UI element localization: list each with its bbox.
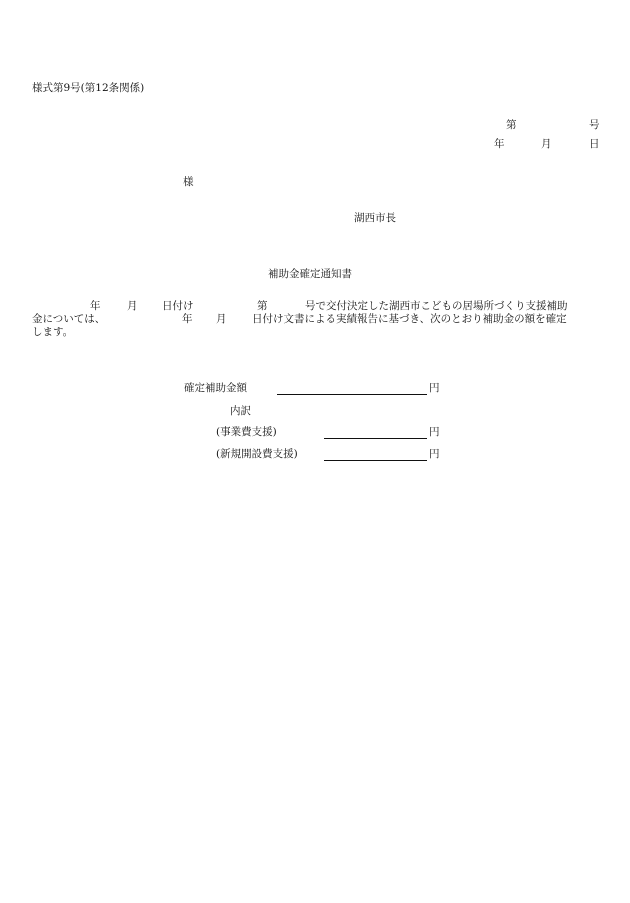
total-amount-line	[277, 394, 427, 395]
doc-number-suffix: 号	[589, 119, 600, 131]
breakdown-label: 内訳	[230, 405, 251, 417]
body-line2-year: 年	[182, 313, 193, 325]
body-line-1	[32, 300, 598, 313]
document-title: 補助金確定通知書	[268, 268, 352, 280]
project-support-line	[324, 438, 427, 439]
addressee-suffix: 様	[183, 176, 194, 188]
body-line2-start: 金については、	[32, 313, 106, 325]
date-month: 月	[541, 138, 552, 150]
project-support-label: (事業費支援)	[216, 426, 277, 438]
body-line-2	[32, 313, 598, 326]
body-line1-rest: 号で交付決定した湖西市こどもの居場所づくり支援補助	[305, 300, 568, 312]
body-line1-number-prefix: 第	[257, 300, 268, 312]
body-line1-dated: 日付け	[162, 300, 194, 312]
total-amount-label: 確定補助金額	[184, 382, 247, 394]
body-line2-month: 月	[216, 313, 227, 325]
new-establishment-label: (新規開設費支援)	[216, 448, 298, 460]
body-line-3	[32, 326, 598, 339]
body-line1-year: 年	[90, 300, 101, 312]
body-paragraph	[32, 300, 598, 339]
total-amount-currency: 円	[429, 382, 440, 394]
date-day: 日	[589, 138, 600, 150]
doc-number-prefix: 第	[506, 119, 517, 131]
project-support-currency: 円	[429, 426, 440, 438]
new-establishment-line	[324, 460, 427, 461]
issuer: 湖西市長	[354, 212, 396, 224]
form-label: 様式第9号(第12条関係)	[32, 82, 145, 94]
body-line3-text: します。	[32, 326, 74, 338]
date-year: 年	[494, 138, 505, 150]
body-line1-month: 月	[127, 300, 138, 312]
body-line2-rest: 日付け文書による実績報告に基づき、次のとおり補助金の額を確定	[252, 313, 567, 325]
new-establishment-currency: 円	[429, 448, 440, 460]
